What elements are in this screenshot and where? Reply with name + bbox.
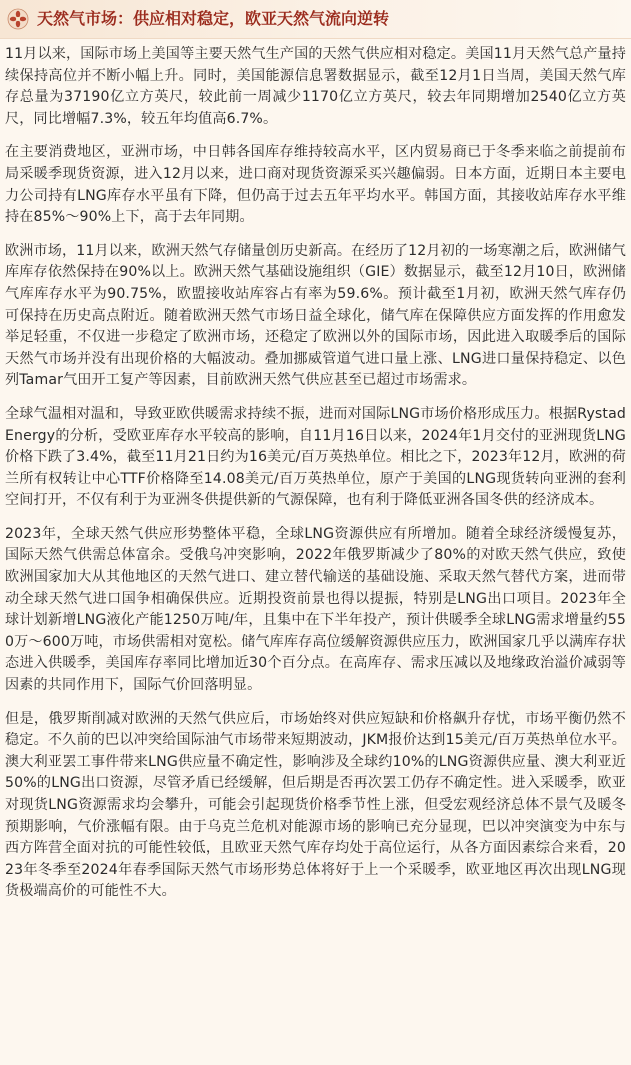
section-header: [0, 0, 631, 39]
article-body: [5, 44, 626, 915]
flower-icon: [7, 8, 29, 30]
section-title: 天然气市场：供应相对稳定，欧亚天然气流向逆转: [37, 9, 390, 28]
paragraph-lng-prices: 全球气温相对温和，导致亚欧供暖需求持续不振，进而对国际LNG市场价格形成压力。根据Rystad Energy的分析，受欧亚库存水平较高的影响，自11月16日以来，2024年1月交付的亚洲现货LNG价格下跌了3.4%，截至11月21日约为16美元/百万英热单位。相比之下，2023年12月，欧洲的荷兰所有权转让中心TTF价格降至14.08美元/百万英热单位，原产于美国的LNG现货转向亚洲的套利空间打开，不仅有利于为亚洲冬供提供新的气源保障，也有利于降低亚洲各国冬供的经济成本。: [5, 405, 626, 509]
paragraph-2023-supply: 2023年，全球天然气供应形势整体平稳，全球LNG资源供应有所增加。随着全球经济缓慢复苏，国际天然气供需总体富余。受俄乌冲突影响，2022年俄罗斯减少了80%的对欧天然气供应，致使欧洲国家加大从其他地区的天然气进口、建立替代输送的基础设施、采取天然气替代方案，进而带动全球天然气进口国争相确保供应。近期投资前景也得以提振，特别是LNG出口项目。2023年全球计划新增LNG液化产能1250万吨/年，且集中在下半年投产，预计供暖季全球LNG需求增量约550万～600万吨，市场供需相对宽松。储气库库存高位缓解资源供应压力，欧洲国家几乎以满库存状态进入供暖季，美国库存率同比增加近30个百分点。在高库存、需求压减以及地缘政治溢价减弱等因素的共同作用下，国际气价回落明显。: [5, 525, 626, 694]
paragraph-us-supply: 11月以来，国际市场上美国等主要天然气生产国的天然气供应相对稳定。美国11月天然气总产量持续保持高位并不断小幅上升。同时，美国能源信息署数据显示，截至12月1日当周，美国天然气库存总量为37190亿立方英尺，较此前一周减少1170亿立方英尺，较去年同期增加2540亿立方英尺，同比增幅7.3%，较五年均值高6.7%。: [5, 46, 626, 127]
paragraph-asia-market: 在主要消费地区，亚洲市场，中日韩各国库存维持较高水平，区内贸易商已于冬季来临之前提前布局采暖季现货资源，进入12月以来，进口商对现货资源采买兴趣偏弱。日本方面，近期日本主要电力公司持有LNG库存水平虽有下降，但仍高于过去五年平均水平。韩国方面，其接收站库存水平维持在85%～90%上下，高于去年同期。: [5, 144, 626, 226]
paragraph-outlook: 但是，俄罗斯削减对欧洲的天然气供应后，市场始终对供应短缺和价格飙升存忧，市场平衡仍然不稳定。不久前的巴以冲突给国际油气市场带来短期波动，JKM报价达到15美元/百万英热单位水平。澳大利亚罢工事件带来LNG供应量不确定性，影响涉及全球约10%的LNG资源供应量、澳大利亚近50%的LNG出口资源，尽管矛盾已经缓解，但后期是否再次罢工仍存不确定性。进入采暖季，欧亚对现货LNG资源需求均会攀升，可能会引起现货价格季节性上涨，但受宏观经济总体不景气及暖冬预期影响，气价涨幅有限。由于乌克兰危机对能源市场的影响已充分显现，巴以冲突演变为中东与西方阵营全面对抗的可能性较低，且欧亚天然气库存均处于高位运行，从各方面因素综合来看，2023年冬季至2024年春季国际天然气市场形势总体将好于上一个采暖季，欧亚地区再次出现LNG现货极端高价的可能性不大。: [5, 710, 626, 900]
paragraph-europe-market: 欧洲市场，11月以来，欧洲天然气存储量创历史新高。在经历了12月初的一场寒潮之后，欧洲储气库库存依然保持在90%以上。欧洲天然气基础设施组织（GIE）数据显示，截至12月10日，欧洲储气库库存水平为90.75%，欧盟接收站库容占有率为59.6%。预计截至1月初，欧洲天然气库存仍可保持在历史高点附近。随着欧洲天然气市场日益全球化，储气库在保障供应方面发挥的作用愈发举足轻重，不仅进一步稳定了欧洲市场，还稳定了欧洲以外的国际市场，因此进入取暖季后的国际天然气市场并没有出现价格的大幅波动。叠加挪威管道气进口量上涨、LNG进口量保持稳定、以色列Tamar气田开工复产等因素，目前欧洲天然气供应甚至已超过市场需求。: [5, 242, 626, 389]
